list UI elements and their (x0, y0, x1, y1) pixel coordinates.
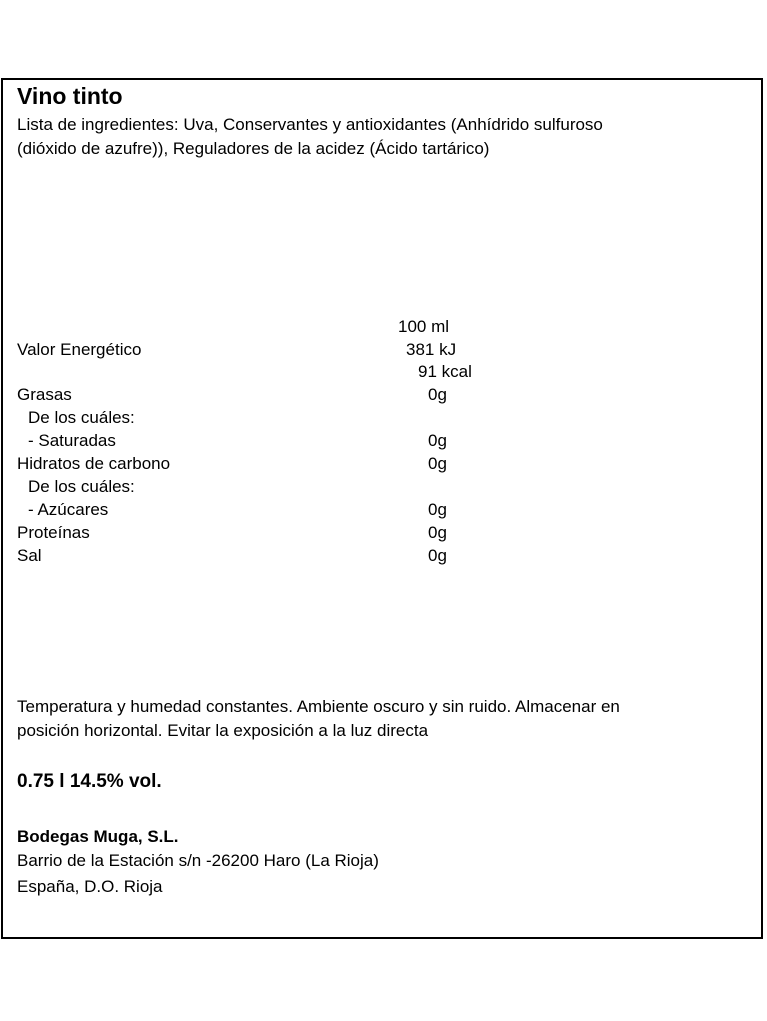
producer-address: Barrio de la Estación s/n -26200 Haro (La Rioja) (17, 851, 379, 870)
carbohydrates-value: 0g (428, 454, 447, 473)
carbohydrates-label: Hidratos de carbono (17, 454, 171, 473)
storage-line-2: posición horizontal. Evitar la exposición a la luz directa (17, 721, 429, 740)
storage-line-1: Temperatura y humedad constantes. Ambiente oscuro y sin ruido. Almacenar en (17, 697, 620, 716)
saturated-fat-label: - Saturadas (28, 431, 116, 450)
carbohydrates-breakdown-label: De los cuáles: (28, 477, 135, 496)
energy-kcal-value: 91 kcal (418, 362, 472, 381)
fat-value: 0g (428, 385, 447, 404)
sugars-value: 0g (428, 500, 447, 519)
product-label (1, 78, 763, 939)
fat-label: Grasas (17, 385, 72, 404)
energy-kj-value: 381 kJ (406, 340, 457, 359)
volume-alcohol: 0.75 l 14.5% vol. (17, 771, 162, 792)
saturated-fat-value: 0g (428, 431, 447, 450)
protein-label: Proteínas (17, 523, 90, 542)
ingredients-list (17, 113, 737, 161)
producer-origin: España, D.O. Rioja (17, 877, 163, 896)
ingredients-line-2: (dióxido de azufre)), Reguladores de la acidez (Ácido tartárico) (17, 139, 490, 158)
energy-label: Valor Energético (17, 340, 142, 359)
nutrition-per-header: 100 ml (398, 317, 450, 336)
storage-instructions (17, 695, 747, 743)
product-title: Vino tinto (17, 83, 123, 109)
protein-value: 0g (428, 523, 447, 542)
salt-value: 0g (428, 546, 447, 565)
producer-name: Bodegas Muga, S.L. (17, 827, 179, 846)
fat-breakdown-label: De los cuáles: (28, 408, 135, 427)
salt-label: Sal (17, 546, 42, 565)
ingredients-line-1: Lista de ingredientes: Uva, Conservantes y antioxidantes (Anhídrido sulfuroso (17, 115, 603, 134)
sugars-label: - Azúcares (28, 500, 109, 519)
